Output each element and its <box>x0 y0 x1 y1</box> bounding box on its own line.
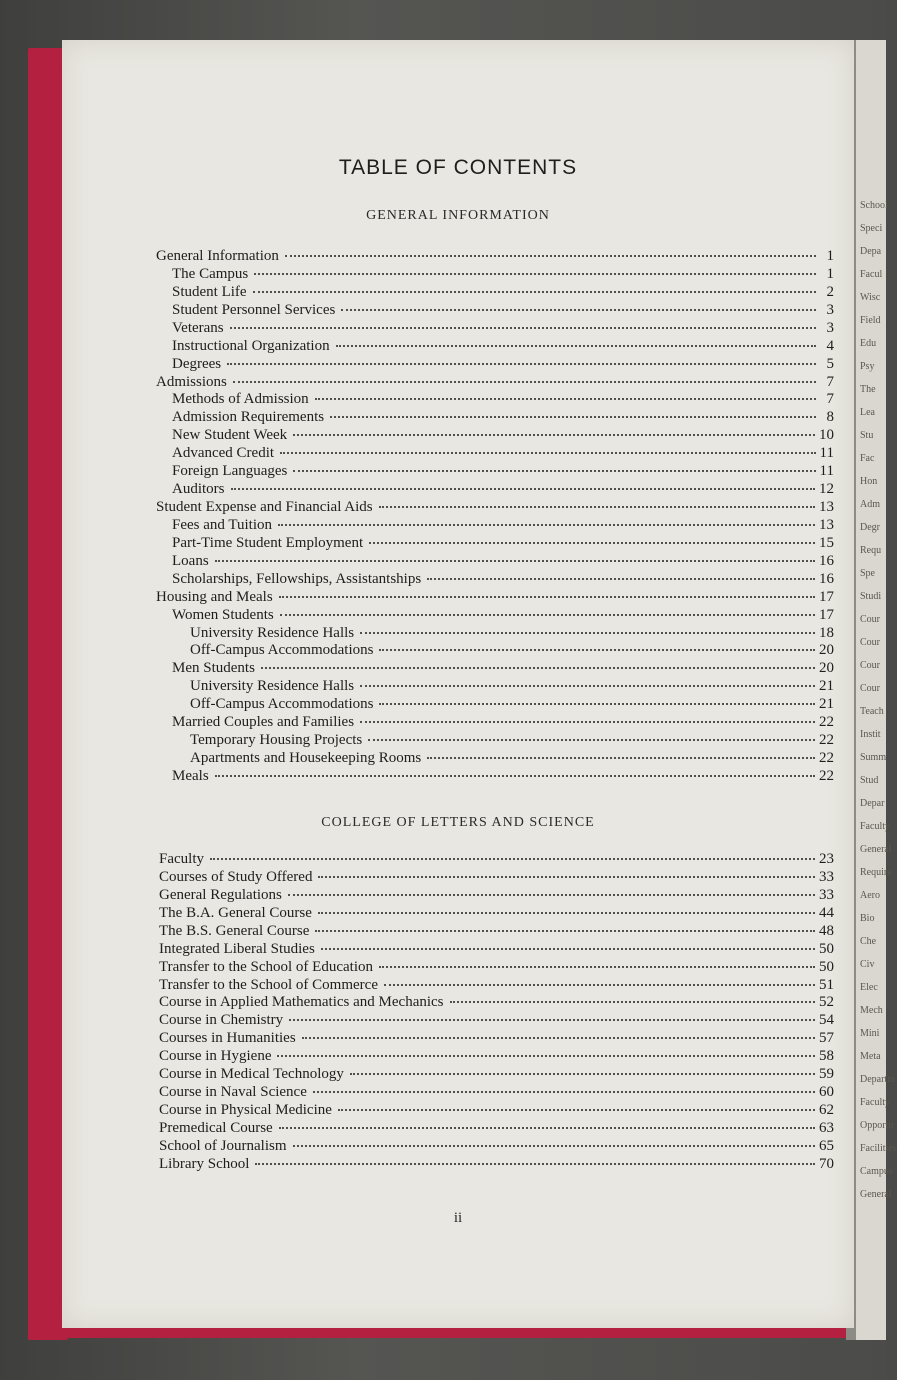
adjacent-page-text: Civ <box>860 959 875 970</box>
dot-leader <box>215 560 815 562</box>
toc-entry <box>159 1101 834 1119</box>
dot-leader <box>341 309 816 311</box>
adjacent-page-text: Adm <box>860 499 880 510</box>
toc-entry-page: 13 <box>819 499 834 516</box>
toc-entry-label: Student Expense and Financial Aids <box>156 499 373 516</box>
adjacent-page-text: Faculty <box>860 821 890 832</box>
toc-entry-label: General Regulations <box>159 886 282 903</box>
toc-entry <box>159 1137 834 1155</box>
adjacent-page-text: Speci <box>860 223 883 234</box>
toc-entry <box>159 1155 834 1173</box>
toc-entry <box>172 713 834 731</box>
toc-entry-page: 13 <box>819 516 834 533</box>
toc-entry <box>172 337 834 355</box>
toc-entry <box>159 904 834 922</box>
toc-entry-page: 10 <box>819 427 834 444</box>
adjacent-page-text: Cour <box>860 614 880 625</box>
page-number: ii <box>453 1210 463 1226</box>
adjacent-page-text: Summ <box>860 752 887 763</box>
toc-entry-page: 33 <box>819 868 834 885</box>
toc-entry-page: 3 <box>826 319 834 336</box>
toc-entry-page: 58 <box>819 1048 834 1065</box>
dot-leader <box>227 363 816 365</box>
toc-entry <box>159 976 834 994</box>
toc-entry-page: 51 <box>819 976 834 993</box>
toc-entry-label: The B.A. General Course <box>159 904 312 921</box>
adjacent-page-text: Elec <box>860 982 878 993</box>
toc-entry <box>172 480 834 498</box>
toc-entry-label: Married Couples and Families <box>172 714 355 731</box>
adjacent-page-text: Facilities <box>860 1143 897 1154</box>
toc-entry <box>190 749 834 767</box>
toc-entry-page: 15 <box>819 534 834 551</box>
toc-entry <box>172 534 834 552</box>
dot-leader <box>293 470 815 472</box>
toc-entry-label: Auditors <box>172 481 225 498</box>
dot-leader <box>360 721 815 723</box>
toc-entry <box>190 624 834 642</box>
toc-entry <box>172 319 834 337</box>
toc-entry-label: Student Life <box>172 283 247 300</box>
toc-entry-label: Advanced Credit <box>172 445 275 462</box>
toc-entry <box>190 677 834 695</box>
toc-entry-label: Courses of Study Offered <box>159 868 313 885</box>
toc-entry-label: Apartments and Housekeeping Rooms <box>190 750 422 767</box>
toc-entry-page: 52 <box>819 994 834 1011</box>
toc-entry-page: 22 <box>819 732 834 749</box>
adjacent-page-text: Wisc <box>860 292 881 303</box>
toc-entry <box>172 462 834 480</box>
toc-entry-label: Integrated Liberal Studies <box>159 940 315 957</box>
toc-entry-page: 1 <box>826 248 834 264</box>
toc-entry-page: 22 <box>819 714 834 731</box>
toc-entry-page: 59 <box>819 1066 834 1083</box>
dot-leader <box>231 488 816 490</box>
toc-entry-label: Library School <box>159 1155 250 1172</box>
toc-entry <box>172 265 834 283</box>
toc-entry-label: Scholarships, Fellowships, Assistantships <box>172 570 422 587</box>
dot-leader <box>255 1163 815 1165</box>
adjacent-page-text: Che <box>860 936 877 947</box>
adjacent-page-text: School <box>860 200 888 211</box>
toc-entry <box>190 695 834 713</box>
toc-entry-page: 44 <box>819 904 834 921</box>
toc-entry <box>159 1065 834 1083</box>
dot-leader <box>318 876 815 878</box>
toc-entry-label: Courses in Humanities <box>159 1030 296 1047</box>
dot-leader <box>427 757 815 759</box>
toc-entry-label: Veterans <box>172 319 224 336</box>
adjacent-page-text: Spe <box>860 568 875 579</box>
dot-leader <box>315 930 815 932</box>
toc-entry-page: 2 <box>826 283 834 300</box>
toc-entry-page: 12 <box>819 481 834 498</box>
toc-entry <box>159 1029 834 1047</box>
toc-entry-label: Temporary Housing Projects <box>190 732 363 749</box>
dot-leader <box>360 685 815 687</box>
toc-entry-page: 5 <box>826 355 834 372</box>
adjacent-page-text: Edu <box>860 338 877 349</box>
adjacent-page-text: Cour <box>860 683 880 694</box>
adjacent-page-text: Mech <box>860 1005 883 1016</box>
toc-entry-label: Degrees <box>172 355 222 372</box>
toc-entry <box>190 731 834 749</box>
section-heading-general-information: GENERAL INFORMATION <box>366 208 550 223</box>
toc-entry-label: New Student Week <box>172 427 288 444</box>
toc-entry <box>159 850 834 868</box>
toc-entry-label: School of Journalism <box>159 1137 287 1154</box>
dot-leader <box>315 398 816 400</box>
toc-entry-page: 50 <box>819 958 834 975</box>
section-heading-letters-and-science: COLLEGE OF LETTERS AND SCIENCE <box>321 815 595 830</box>
toc-entry <box>190 641 834 659</box>
dot-leader <box>278 524 815 526</box>
toc-entry <box>159 1119 834 1137</box>
toc-entry-page: 23 <box>819 851 834 867</box>
dot-leader <box>318 912 815 914</box>
toc-entry-label: Foreign Languages <box>172 463 288 480</box>
toc-entry-label: Fees and Tuition <box>172 516 273 533</box>
toc-entry-page: 8 <box>826 409 834 426</box>
toc-entry-page: 18 <box>819 624 834 641</box>
toc-entry-label: Student Personnel Services <box>172 301 336 318</box>
toc-entry-page: 70 <box>819 1155 834 1172</box>
dot-leader <box>279 1127 815 1129</box>
toc-entry-label: University Residence Halls <box>190 678 355 695</box>
toc-entry-label: Women Students <box>172 606 274 623</box>
adjacent-page-text: Aero <box>860 890 880 901</box>
toc-entry <box>172 355 834 373</box>
adjacent-page-text: Psy <box>860 361 875 372</box>
dot-leader <box>261 667 815 669</box>
dot-leader <box>293 1145 816 1147</box>
toc-entry-label: Loans <box>172 552 209 569</box>
toc-entry-page: 60 <box>819 1084 834 1101</box>
dot-leader <box>360 632 815 634</box>
dot-leader <box>338 1109 815 1111</box>
toc-entry <box>159 1011 834 1029</box>
adjacent-page-text: Facul <box>860 269 883 280</box>
dot-leader <box>289 1019 815 1021</box>
toc-entry-label: Transfer to the School of Commerce <box>159 976 378 993</box>
toc-entry-label: Men Students <box>172 660 255 677</box>
toc-entry <box>172 283 834 301</box>
toc-entry-label: Meals <box>172 767 209 784</box>
toc-entry-label: Course in Applied Mathematics and Mechanics <box>159 994 444 1011</box>
toc-entry <box>159 868 834 886</box>
toc-entry-label: Methods of Admission <box>172 391 309 408</box>
adjacent-page-text: General <box>860 844 892 855</box>
toc-entry-label: The Campus <box>172 265 249 282</box>
adjacent-page-text: Campus <box>860 1166 893 1177</box>
toc-entry-label: University Residence Halls <box>190 624 355 641</box>
toc-entry-label: Admissions <box>156 373 227 390</box>
toc-entry-page: 16 <box>819 552 834 569</box>
dot-leader <box>293 434 815 436</box>
toc-entry <box>172 390 834 408</box>
dot-leader <box>280 614 815 616</box>
toc-entry-label: Housing and Meals <box>156 588 273 605</box>
dot-leader <box>279 596 815 598</box>
toc-entry-label: Faculty <box>159 851 204 867</box>
document-page <box>62 40 854 1328</box>
dot-leader <box>233 381 816 383</box>
toc-entry-label: The B.S. General Course <box>159 922 310 939</box>
toc-entry <box>172 570 834 588</box>
toc-entry <box>172 606 834 624</box>
toc-entry-page: 50 <box>819 940 834 957</box>
toc-entry-page: 20 <box>819 660 834 677</box>
toc-entry-label: Off-Campus Accommodations <box>190 696 374 713</box>
adjacent-page-text: Cour <box>860 660 880 671</box>
toc-entry-page: 1 <box>826 265 834 282</box>
adjacent-page-text: Instit <box>860 729 881 740</box>
toc-entry-page: 54 <box>819 1012 834 1029</box>
dot-leader <box>384 984 815 986</box>
toc-entry-label: Course in Naval Science <box>159 1084 307 1101</box>
adjacent-page-text: Faculty <box>860 1097 890 1108</box>
toc-entry <box>156 498 834 516</box>
toc-entry-page: 4 <box>826 337 834 354</box>
toc-entry-page: 20 <box>819 642 834 659</box>
adjacent-page-text: Departm <box>860 1074 895 1085</box>
toc-entry <box>172 444 834 462</box>
toc-entry-page: 63 <box>819 1119 834 1136</box>
adjacent-page-text: Lea <box>860 407 875 418</box>
adjacent-page-text: Bio <box>860 913 875 924</box>
toc-entry-label: Off-Campus Accommodations <box>190 642 374 659</box>
adjacent-page-text: Mini <box>860 1028 880 1039</box>
adjacent-page-text: Studi <box>860 591 882 602</box>
dot-leader <box>350 1073 815 1075</box>
dot-leader <box>330 416 816 418</box>
adjacent-page-text: Meta <box>860 1051 881 1062</box>
dot-leader <box>369 542 815 544</box>
dot-leader <box>288 894 815 896</box>
toc-entry-label: Course in Chemistry <box>159 1012 284 1029</box>
toc-entry-label: Course in Medical Technology <box>159 1066 344 1083</box>
toc-entry <box>172 659 834 677</box>
adjacent-page-text: Teach <box>860 706 884 717</box>
toc-entry <box>156 373 834 391</box>
dot-leader <box>379 703 815 705</box>
toc-entry-page: 7 <box>826 373 834 390</box>
dot-leader <box>313 1091 815 1093</box>
dot-leader <box>230 327 816 329</box>
adjacent-page-text: Degr <box>860 522 880 533</box>
toc-entry-page: 57 <box>819 1030 834 1047</box>
adjacent-page-text: Stu <box>860 430 874 441</box>
dot-leader <box>210 858 815 860</box>
dot-leader <box>254 273 816 275</box>
dot-leader <box>336 345 816 347</box>
toc-entry-page: 33 <box>819 886 834 903</box>
adjacent-page-text: Fac <box>860 453 875 464</box>
toc-entry <box>172 516 834 534</box>
toc-entry <box>159 922 834 940</box>
dot-leader <box>450 1001 815 1003</box>
toc-entry-label: Premedical Course <box>159 1119 273 1136</box>
toc-entry-label: Admission Requirements <box>172 409 325 426</box>
dot-leader <box>280 452 815 454</box>
toc-entry <box>172 426 834 444</box>
toc-entry-page: 65 <box>819 1137 834 1154</box>
dot-leader <box>379 649 815 651</box>
toc-entry-page: 21 <box>819 678 834 695</box>
toc-entry <box>172 767 834 785</box>
toc-entry-page: 7 <box>826 391 834 408</box>
toc-entry <box>156 247 834 265</box>
toc-entry-label: Instructional Organization <box>172 337 330 354</box>
adjacent-page-text: Cour <box>860 637 880 648</box>
toc-entry <box>159 958 834 976</box>
dot-leader <box>277 1055 815 1057</box>
toc-entry <box>159 993 834 1011</box>
dot-leader <box>253 291 816 293</box>
toc-entry-label: Transfer to the School of Education <box>159 958 373 975</box>
toc-entry-page: 11 <box>819 463 834 480</box>
toc-entry-page: 16 <box>819 570 834 587</box>
adjacent-page-text: Depa <box>860 246 882 257</box>
toc-entry-page: 62 <box>819 1102 834 1119</box>
dot-leader <box>302 1037 815 1039</box>
toc-entry-page: 22 <box>819 767 834 784</box>
toc-entry <box>172 301 834 319</box>
adjacent-page-text: General <box>860 1189 892 1200</box>
toc-entry-label: Part-Time Student Employment <box>172 534 364 551</box>
dot-leader <box>215 775 815 777</box>
adjacent-page-text: Field <box>860 315 881 326</box>
toc-entry-page: 21 <box>819 696 834 713</box>
dot-leader <box>368 739 815 741</box>
toc-entry <box>156 588 834 606</box>
toc-entry <box>159 1083 834 1101</box>
toc-entry-page: 22 <box>819 750 834 767</box>
toc-entry-page: 48 <box>819 922 834 939</box>
dot-leader <box>379 966 815 968</box>
toc-entry-label: Course in Hygiene <box>159 1048 272 1065</box>
dot-leader <box>321 948 815 950</box>
adjacent-page-text: Hon <box>860 476 878 487</box>
page-title: TABLE OF CONTENTS <box>338 156 578 179</box>
adjacent-page-text: The <box>860 384 876 395</box>
toc-entry <box>159 1047 834 1065</box>
toc-entry <box>159 886 834 904</box>
adjacent-page-text: Depar <box>860 798 885 809</box>
toc-entry-label: General Information <box>156 248 279 264</box>
toc-entry-label: Course in Physical Medicine <box>159 1102 332 1119</box>
dot-leader <box>285 255 816 257</box>
toc-entry <box>172 552 834 570</box>
toc-entry-page: 17 <box>819 588 834 605</box>
dot-leader <box>379 506 815 508</box>
toc-entry <box>172 408 834 426</box>
adjacent-page-text: Require <box>860 867 892 878</box>
toc-entry <box>159 940 834 958</box>
adjacent-page-text: Opportu <box>860 1120 894 1131</box>
dot-leader <box>427 578 815 580</box>
toc-entry-page: 11 <box>819 445 834 462</box>
adjacent-page-text: Stud <box>860 775 879 786</box>
toc-entry-page: 3 <box>826 301 834 318</box>
toc-entry-page: 17 <box>819 606 834 623</box>
adjacent-page-text: Requ <box>860 545 882 556</box>
